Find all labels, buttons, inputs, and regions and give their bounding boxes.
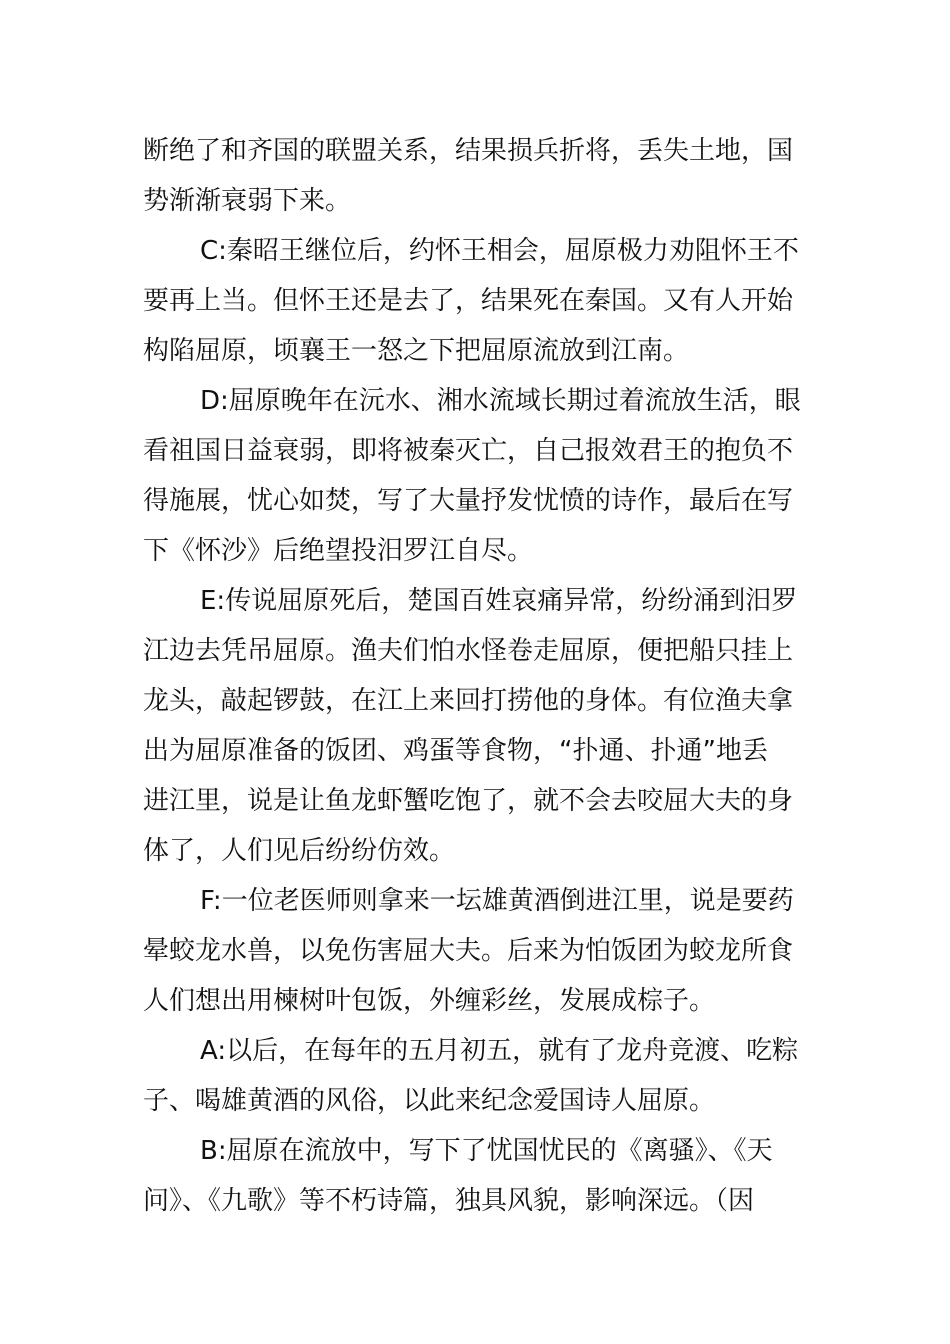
text-line: 构陷屈原，顷襄王一怒之下把屈原流放到江南。 bbox=[143, 336, 690, 366]
text-line: 龙头，敲起锣鼓，在江上来回打捞他的身体。有位渔夫拿 bbox=[143, 686, 794, 716]
text-line: 人们想出用楝树叶包饭，外缠彩丝，发展成棕子。 bbox=[143, 986, 716, 1016]
text-line: 子、喝雄黄酒的风俗，以此来纪念爱国诗人屈原。 bbox=[143, 1086, 716, 1116]
paragraph-start-d: D:屈原晚年在沅水、湘水流域长期过着流放生活，眼 bbox=[200, 386, 801, 416]
paragraph-start-f: F:一位老医师则拿来一坛雄黄酒倒进江里，说是要药 bbox=[200, 886, 794, 916]
text-line: 体了，人们见后纷纷仿效。 bbox=[143, 836, 456, 866]
text-line: 下《怀沙》后绝望投汨罗江自尽。 bbox=[143, 536, 534, 566]
text-line: 进江里，说是让鱼龙虾蟹吃饱了，就不会去咬屈大夫的身 bbox=[143, 786, 794, 816]
paragraph-start-e: E:传说屈原死后，楚国百姓哀痛异常，纷纷涌到汨罗 bbox=[200, 586, 798, 616]
text-line: 晕蛟龙水兽，以免伤害屈大夫。后来为怕饭团为蛟龙所食 bbox=[143, 936, 794, 966]
text-line: 得施展，忧心如焚，写了大量抒发忧愤的诗作，最后在写 bbox=[143, 486, 794, 516]
text-line: 出为屈原准备的饭团、鸡蛋等食物，“扑通、扑通”地丢 bbox=[143, 736, 768, 766]
text-line: 问》、《九歌》等不朽诗篇，独具风貌，影响深远。（因 bbox=[143, 1186, 755, 1216]
text-line: 势渐渐衰弱下来。 bbox=[143, 186, 352, 216]
paragraph-start-c: C:秦昭王继位后，约怀王相会，屈原极力劝阻怀王不 bbox=[200, 236, 799, 266]
paragraph-start-a: A:以后，在每年的五月初五，就有了龙舟竞渡、吃粽 bbox=[200, 1036, 799, 1066]
body-text bbox=[143, 126, 808, 1226]
text-line: 江边去凭吊屈原。渔夫们怕水怪卷走屈原，便把船只挂上 bbox=[143, 636, 794, 666]
text-line: 断绝了和齐国的联盟关系，结果损兵折将，丢失土地，国 bbox=[143, 136, 794, 166]
paragraph-start-b: B:屈原在流放中，写下了忧国忧民的《离骚》、《天 bbox=[200, 1136, 773, 1166]
text-line: 要再上当。但怀王还是去了，结果死在秦国。又有人开始 bbox=[143, 286, 794, 316]
text-line: 看祖国日益衰弱，即将被秦灭亡，自己报效君王的抱负不 bbox=[143, 436, 794, 466]
